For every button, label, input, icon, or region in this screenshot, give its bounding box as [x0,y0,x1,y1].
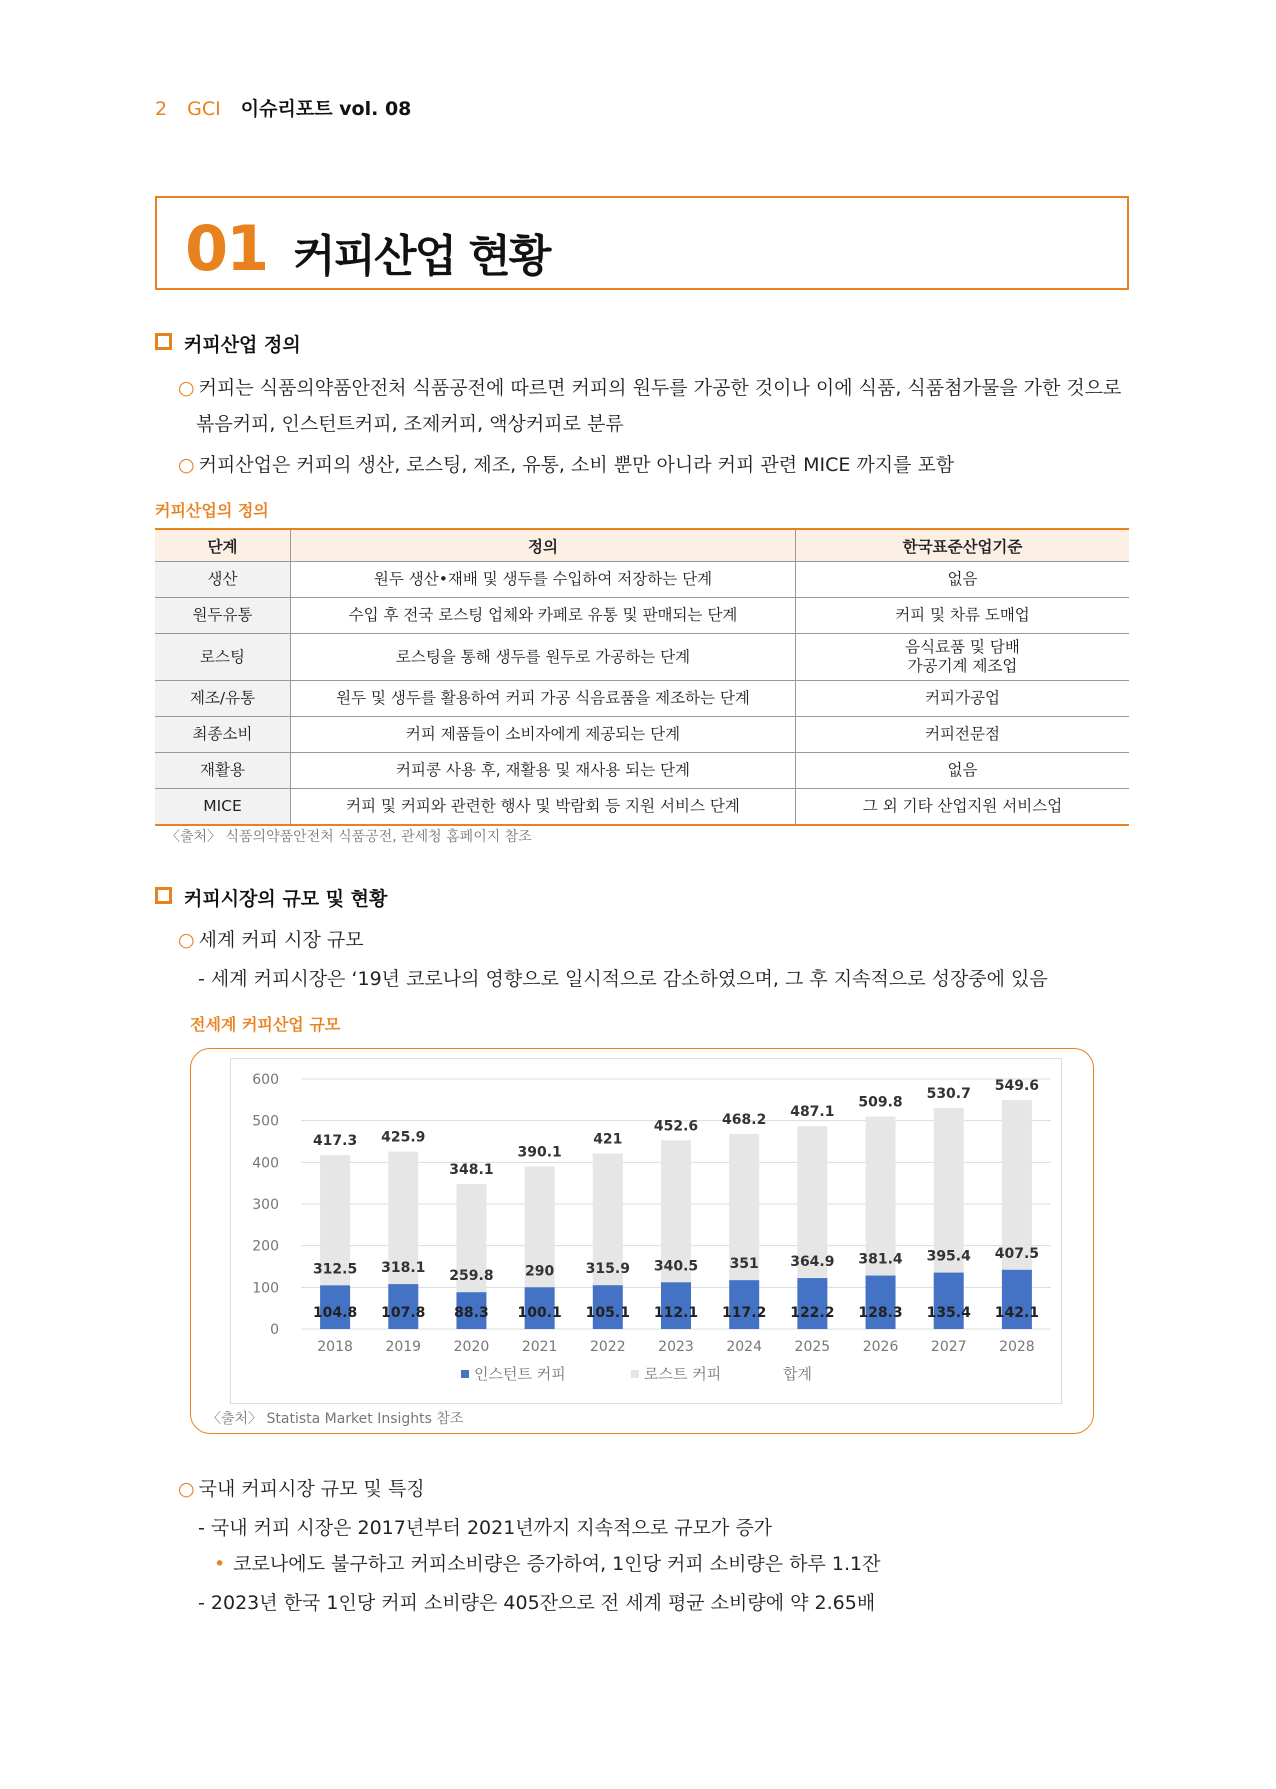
th-standard: 한국표준산업기준 [796,529,1130,562]
th-stage: 단계 [155,529,291,562]
bullet-definition-1-cont: 볶음커피, 인스턴트커피, 조제커피, 액상커피로 분류 [196,413,624,435]
total-value-label: 549.6 [994,1078,1040,1094]
roast-value-label: 381.4 [858,1251,903,1268]
x-tick-label: 2018 [317,1339,353,1355]
roast-value-label: 351 [729,1256,759,1273]
circle-bullet-icon: ○ [178,377,195,399]
y-tick-label: 0 [270,1322,279,1338]
legend-label-total: 합계 [783,1365,812,1383]
y-tick-label: 300 [252,1197,279,1213]
page-number: 2 [155,98,168,120]
roast-value-label: 259.8 [449,1268,494,1285]
table-row: MICE 커피 및 커피와 관련한 행사 및 박람회 등 지원 서비스 단계 그 외 기타 산업지원 서비스업 [155,789,1129,826]
section-heading-definition: 커피산업 정의 [155,330,301,357]
chart-caption: 전세계 커피산업 규모 [190,1015,341,1034]
chapter-number: 01 [185,212,268,285]
bullet-definition-1: ○ 커피는 식품의약품안전처 식품공전에 따르면 커피의 원두를 가공한 것이나 이에 식품, 식품첨가물을 가한 것으로 [178,377,1122,399]
x-tick-label: 2027 [930,1339,967,1355]
bullet-definition-2: ○ 커피산업은 커피의 생산, 로스팅, 제조, 유통, 소비 뿐만 아니라 커피 관련 MICE 까지를 포함 [178,454,955,476]
chart-area [230,1058,1062,1404]
definition-table [155,528,1129,826]
legend-swatch-instant [461,1370,469,1378]
total-value-label: 390.1 [517,1144,562,1161]
legend-label-roast: 로스트 커피 [644,1365,722,1383]
roast-value-label: 395.4 [926,1248,971,1265]
chapter-title: 커피산업 현황 [293,231,550,282]
total-value-label: 530.7 [926,1085,971,1102]
roast-value-label: 407.5 [994,1245,1040,1262]
table-source: 〈출처〉 식품의약품안전처 식품공전, 관세청 홈페이지 참조 [166,829,532,845]
circle-bullet-icon: ○ [178,929,195,951]
instant-value-label: 142.1 [994,1305,1040,1321]
total-value-label: 425.9 [381,1129,426,1146]
y-tick-label: 200 [252,1238,279,1255]
instant-value-label: 105.1 [585,1305,630,1321]
table-caption: 커피산업의 정의 [155,501,269,520]
bar-roast [1002,1100,1032,1270]
bullet-world-market: ○ 세계 커피 시장 규모 [178,929,364,951]
square-bullet-icon [155,887,172,904]
table-row: 재활용 커피콩 사용 후, 재활용 및 재사용 되는 단계 없음 [155,753,1129,789]
brand: GCI [187,98,221,120]
x-tick-label: 2028 [999,1339,1035,1355]
x-tick-label: 2022 [589,1339,626,1355]
instant-value-label: 112.1 [653,1305,699,1321]
instant-value-label: 100.1 [517,1305,562,1321]
x-tick-label: 2021 [521,1339,558,1355]
total-value-label: 487.1 [790,1104,835,1121]
total-value-label: 348.1 [449,1161,494,1178]
table-row: 로스팅 로스팅을 통해 생두를 원두로 가공하는 단계 음식료품 및 담배 가공기계 제조업 [155,634,1129,681]
y-tick-label: 400 [252,1155,279,1172]
chart-source: 〈출처〉 Statista Market Insights 참조 [207,1411,464,1427]
instant-value-label: 88.3 [454,1305,489,1321]
table-row: 최종소비 커피 제품들이 소비자에게 제공되는 단계 커피전문점 [155,717,1129,753]
x-tick-label: 2023 [658,1339,694,1355]
bullet-domestic-market: ○ 국내 커피시장 규모 및 특징 [178,1478,425,1500]
dash-world-market: - 세계 커피시장은 ‘19년 코로나의 영향으로 일시적으로 감소하였으며, 그 후 지속적으로 성장중에 있음 [198,968,1048,990]
roast-value-label: 340.5 [653,1258,699,1275]
circle-bullet-icon: ○ [178,454,195,476]
total-value-label: 417.3 [312,1133,358,1150]
dash-domestic-2: - 2023년 한국 1인당 커피 소비량은 405잔으로 전 세계 평균 소비량에 약 2.65배 [198,1592,876,1614]
dot-domestic-note: • 코로나에도 불구하고 커피소비량은 증가하여, 1인당 커피 소비량은 하루 1.1잔 [214,1553,881,1575]
y-tick-label: 500 [252,1113,279,1130]
y-tick-label: 600 [252,1072,279,1088]
x-tick-label: 2020 [453,1339,490,1355]
page-header [155,94,411,121]
instant-value-label: 107.8 [381,1305,426,1321]
y-tick-label: 100 [252,1280,279,1297]
x-tick-label: 2024 [726,1339,763,1355]
x-tick-label: 2026 [862,1339,899,1355]
report-title: 이슈리포트 vol. 08 [240,98,412,120]
roast-value-label: 290 [525,1263,555,1280]
instant-value-label: 135.4 [926,1305,971,1321]
bar-chart [231,1059,1061,1403]
x-tick-label: 2025 [794,1339,831,1355]
roast-value-label: 315.9 [585,1261,630,1278]
total-value-label: 509.8 [858,1094,903,1111]
instant-value-label: 128.3 [858,1305,903,1321]
roast-value-label: 312.5 [312,1261,358,1278]
legend-label-instant: 인스턴트 커피 [474,1365,566,1383]
total-value-label: 452.6 [653,1118,699,1135]
dot-bullet-icon: • [214,1553,226,1575]
roast-value-label: 318.1 [381,1260,426,1277]
bar-instant [797,1278,827,1329]
table-row: 원두유통 수입 후 전국 로스팅 업체와 카페로 유통 및 판매되는 단계 커피 및 차류 도매업 [155,598,1129,634]
x-tick-label: 2019 [385,1339,422,1355]
table-row: 생산 원두 생산•재배 및 생두를 수입하여 저장하는 단계 없음 [155,562,1129,598]
legend-swatch-roast [631,1370,639,1378]
dash-domestic-1: - 국내 커피 시장은 2017년부터 2021년까지 지속적으로 규모가 증가 [198,1517,773,1539]
instant-value-label: 117.2 [722,1305,767,1321]
table-row: 제조/유통 원두 및 생두를 활용하여 커피 가공 식음료품을 제조하는 단계 커피가공업 [155,681,1129,717]
section-heading-market: 커피시장의 규모 및 현황 [155,884,387,911]
th-definition: 정의 [291,529,796,562]
instant-value-label: 104.8 [312,1305,358,1321]
chapter-title-box [155,196,1129,290]
instant-value-label: 122.2 [790,1305,835,1321]
total-value-label: 421 [593,1131,623,1148]
circle-bullet-icon: ○ [178,1478,195,1500]
total-value-label: 468.2 [722,1111,767,1128]
square-bullet-icon [155,333,172,350]
roast-value-label: 364.9 [790,1254,835,1271]
